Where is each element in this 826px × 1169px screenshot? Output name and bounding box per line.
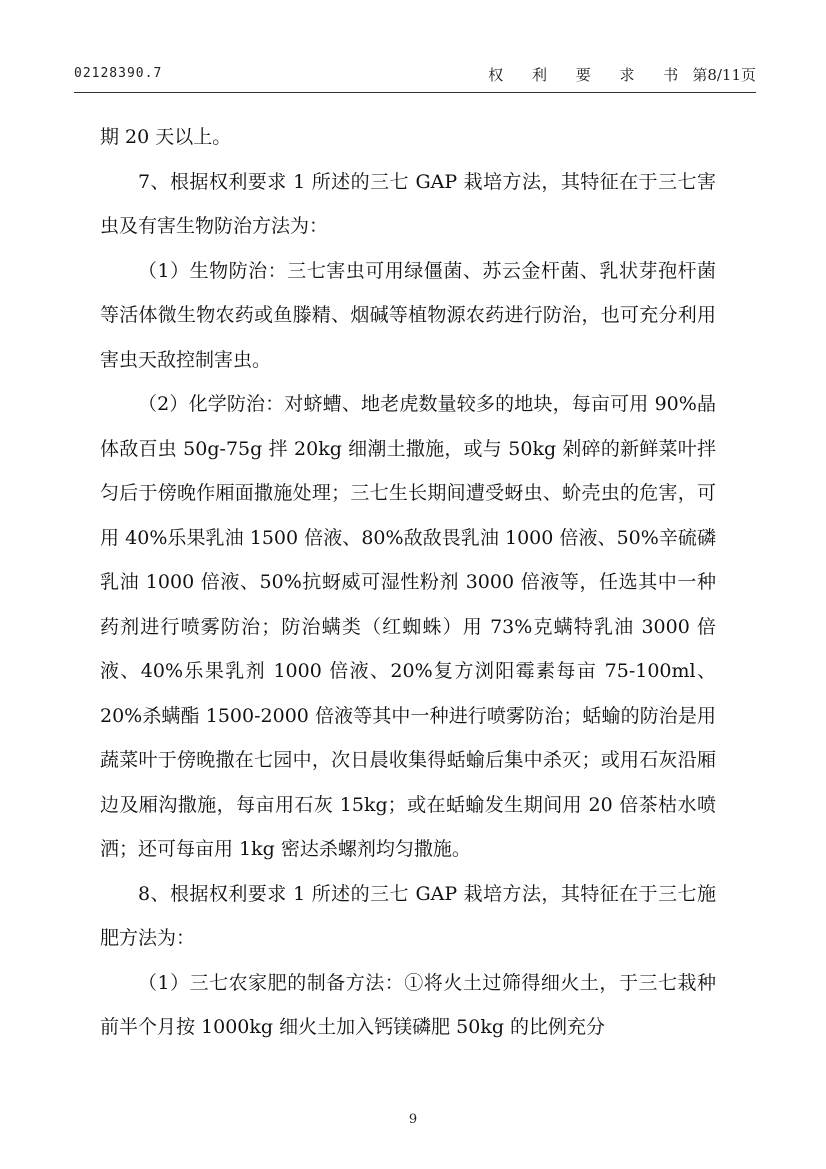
claims-body — [100, 115, 716, 1050]
paragraph-continuation: 期 20 天以上。 — [100, 126, 232, 148]
claim-7-chemical-control: （2）化学防治：对蛴螬、地老虎数量较多的地块，每亩可用 90%晶体敌百虫 50g-75g 拌 20kg 细潮土撒施，或与 50kg 剁碎的新鲜菜叶拌匀后于傍晚作厢面撒施处理；三七生长期间遭受蚜虫、蚧壳虫的危害，可用 40%乐果乳油 1500 倍液、80%敌敌畏乳油 1000 倍液、50%辛硫磷乳油 1000 倍液、50%抗蚜威可湿性粉剂 3000 倍液等，任选其中一种药剂进行喷雾防治；防治螨类（红蜘蛛）用 73%克螨特乳油 3000 倍液、40%乐果乳剂 1000 倍液、20%复方浏阳霉素每亩 75-100ml、20%杀螨酯 1500-2000 倍液等其中一种进行喷雾防治；蛞蝓的防治是用蔬菜叶于傍晚撒在七园中，次日晨收集得蛞蝓后集中杀灭；或用石灰沿厢边及厢沟撒施，每亩用石灰 15kg；或在蛞蝓发生期间用 20 倍茶枯水喷洒；还可每亩用 1kg 密达杀螺剂均匀撒施。 — [100, 393, 716, 860]
claim-7: 7、根据权利要求 1 所述的三七 GAP 栽培方法，其特征在于三七害虫及有害生物防治方法为： — [100, 170, 716, 237]
document-number: 02128390.7 — [74, 66, 163, 81]
claim-7-biological-control: （1）生物防治：三七害虫可用绿僵菌、苏云金杆菌、乳状芽孢杆菌等活体微生物农药或鱼滕精、烟碱等植物源农药进行防治，也可充分利用害虫天敌控制害虫。 — [100, 259, 716, 371]
header-right — [488, 64, 756, 85]
claim-8: 8、根据权利要求 1 所述的三七 GAP 栽培方法，其特征在于三七施肥方法为： — [100, 882, 716, 949]
document-title: 权 利 要 求 书 — [488, 66, 691, 84]
header-divider — [74, 92, 756, 93]
page-label: 第8/11页 — [692, 66, 756, 84]
claim-8-manure-preparation: （1）三七农家肥的制备方法：①将火土过筛得细火土，于三七栽种前半个月按 1000kg 细火土加入钙镁磷肥 50kg 的比例充分 — [100, 971, 716, 1038]
page-header — [74, 62, 756, 86]
page-number: 9 — [408, 1112, 418, 1127]
